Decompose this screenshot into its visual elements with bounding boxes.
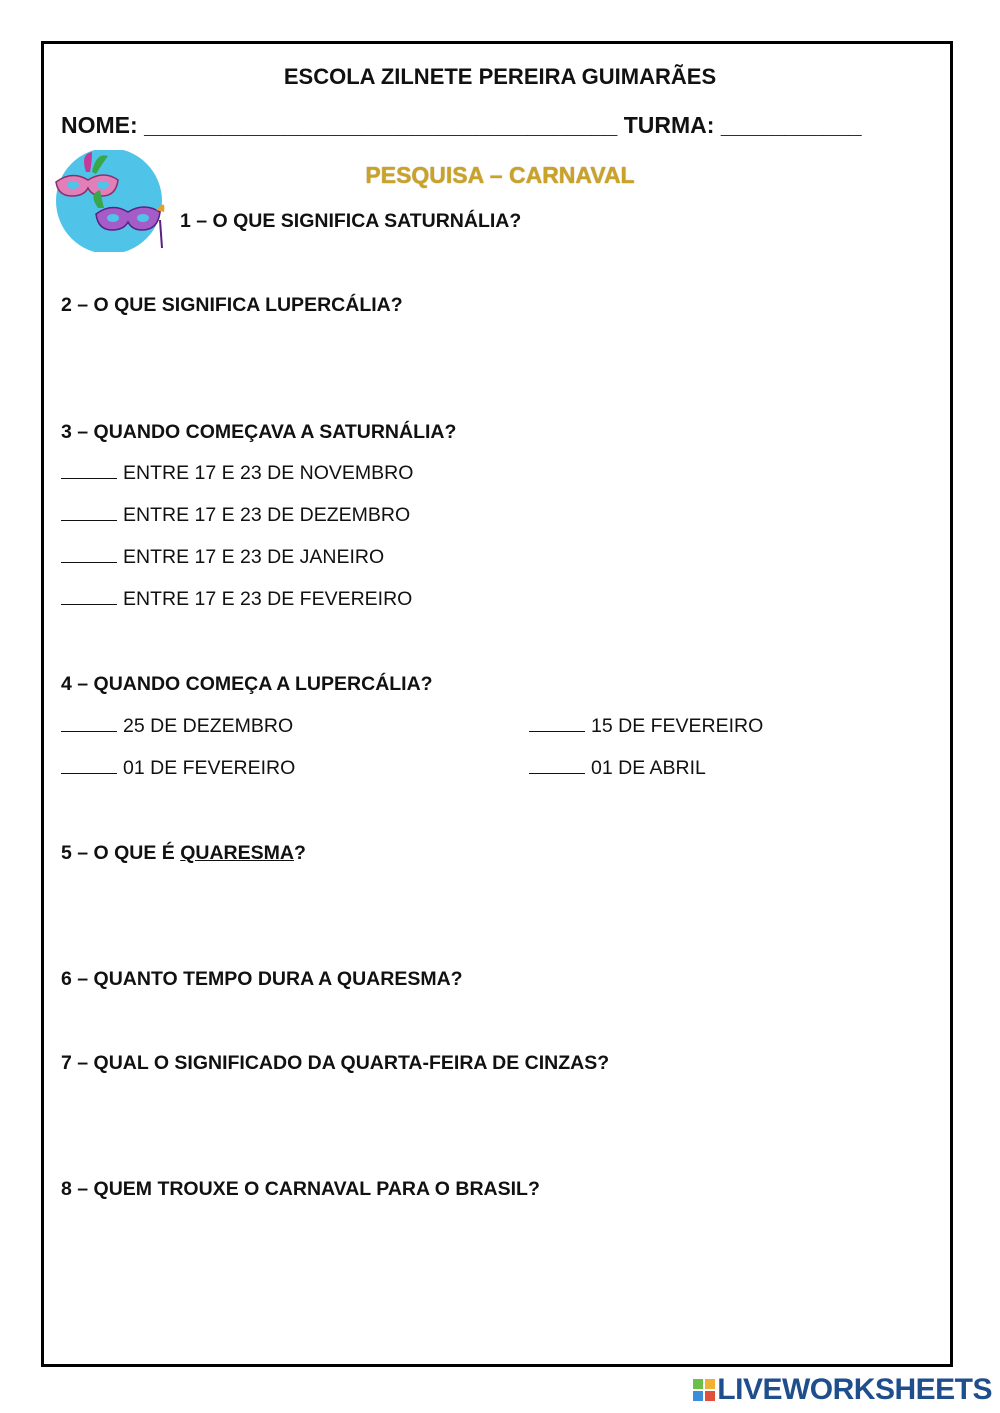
q4-option-3 [61, 757, 295, 780]
q4-option-1 [61, 715, 293, 738]
name-field[interactable]: _____________________________________ [144, 112, 618, 138]
brand-text: LIVEWORKSHEETS [717, 1373, 992, 1406]
answer-blank[interactable] [61, 715, 117, 732]
name-label: NOME: [61, 112, 138, 138]
question-5-suffix: ? [293, 842, 306, 864]
answer-blank[interactable] [529, 715, 585, 732]
option-label: 15 DE FEVEREIRO [591, 715, 764, 737]
q4-option-2 [529, 715, 763, 738]
school-name: ESCOLA ZILNETE PEREIRA GUIMARÃES [283, 64, 717, 89]
question-1: 1 – O QUE SIGNIFICA SATURNÁLIA? [180, 210, 522, 232]
answer-blank[interactable] [61, 504, 117, 521]
q3-option-4 [61, 588, 412, 611]
q3-option-2 [61, 504, 410, 527]
option-label: ENTRE 17 E 23 DE FEVEREIRO [123, 588, 413, 610]
question-4: 4 – QUANDO COMEÇA A LUPERCÁLIA? [61, 673, 433, 695]
option-label: ENTRE 17 E 23 DE JANEIRO [123, 546, 385, 568]
question-3: 3 – QUANDO COMEÇAVA A SATURNÁLIA? [61, 421, 457, 443]
option-label: ENTRE 17 E 23 DE NOVEMBRO [123, 462, 414, 484]
q4-option-4 [529, 757, 706, 780]
answer-blank[interactable] [61, 546, 117, 563]
option-label: 25 DE DEZEMBRO [123, 715, 294, 737]
question-8: 8 – QUEM TROUXE O CARNAVAL PARA O BRASIL? [61, 1178, 540, 1200]
answer-blank[interactable] [61, 588, 117, 605]
question-2: 2 – O QUE SIGNIFICA LUPERCÁLIA? [61, 294, 403, 316]
liveworksheets-brand [693, 1373, 992, 1407]
answer-blank[interactable] [61, 462, 117, 479]
worksheet-title: PESQUISA – CARNAVAL [365, 162, 635, 188]
liveworksheets-logo-icon [693, 1379, 715, 1401]
answer-blank[interactable] [61, 757, 117, 774]
question-7: 7 – QUAL O SIGNIFICADO DA QUARTA-FEIRA DE CINZAS? [61, 1052, 610, 1074]
class-label: TURMA: [623, 112, 715, 138]
name-class-line [61, 112, 862, 139]
answer-blank[interactable] [529, 757, 585, 774]
q3-option-3 [61, 546, 384, 569]
worksheet-frame [41, 41, 953, 1367]
option-label: 01 DE ABRIL [591, 757, 706, 779]
q3-option-1 [61, 462, 413, 485]
question-6: 6 – QUANTO TEMPO DURA A QUARESMA? [61, 968, 463, 990]
question-5-term: QUARESMA [180, 842, 294, 864]
option-label: ENTRE 17 E 23 DE DEZEMBRO [123, 504, 411, 526]
question-5 [61, 842, 306, 865]
class-field[interactable]: ___________ [720, 112, 862, 138]
question-5-prefix: 5 – O QUE É [61, 842, 181, 864]
option-label: 01 DE FEVEREIRO [123, 757, 296, 779]
